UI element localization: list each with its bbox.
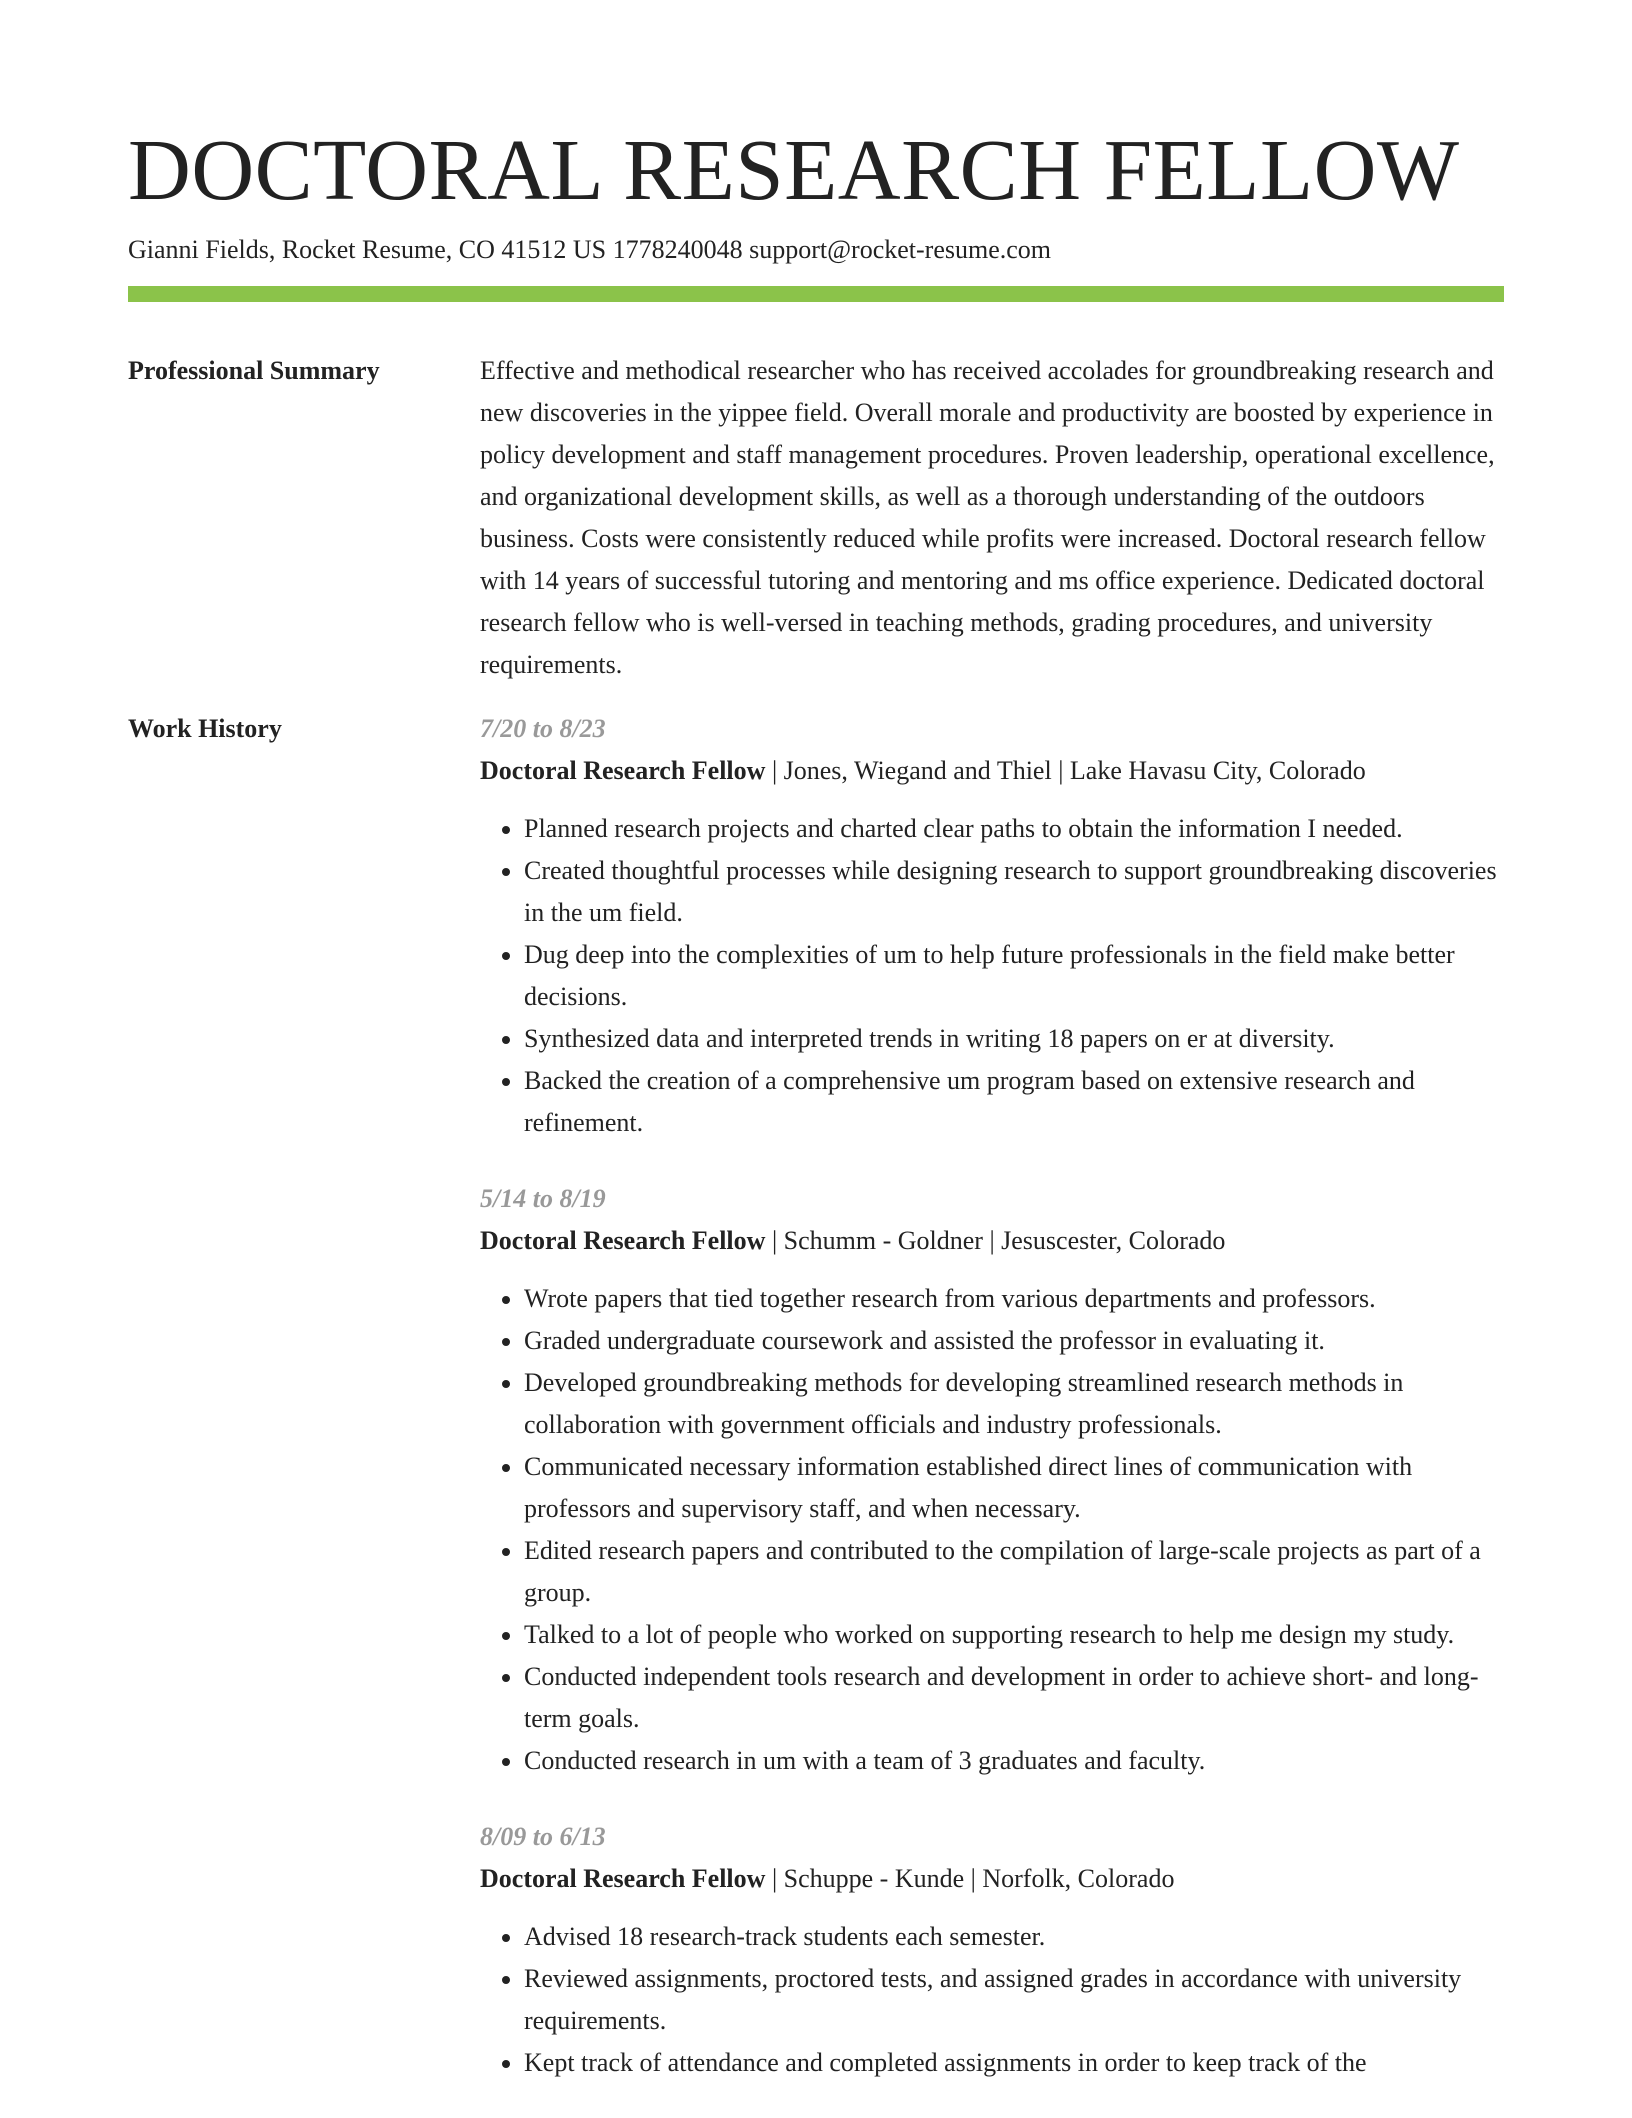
job-bullet: • Created thoughtful processes while designing research to support groundbreaking discoveries in the um field. — [524, 850, 1504, 934]
job-title: Doctoral Research Fellow — [480, 756, 766, 785]
job-bullet-list — [480, 1916, 1504, 2084]
professional-summary-section — [128, 350, 1504, 686]
contact-line: Gianni Fields, Rocket Resume, CO 41512 US 1778240048 support@rocket-resume.com — [128, 235, 1051, 264]
job-dates: 8/09 to 6/13 — [480, 1822, 606, 1851]
job-bullet: • Reviewed assignments, proctored tests, and assigned grades in accordance with university requirements. — [524, 1958, 1504, 2042]
job-bullet: • Graded undergraduate coursework and assisted the professor in evaluating it. — [524, 1320, 1504, 1362]
job-bullet: • Planned research projects and charted clear paths to obtain the information I needed. — [524, 808, 1504, 850]
job-title-line — [480, 1220, 1504, 1262]
job-bullet: • Dug deep into the complexities of um to help future professionals in the field make better decisions. — [524, 934, 1504, 1018]
summary-text: Effective and methodical researcher who has received accolades for groundbreaking research and new discoveries in the yippee field. Overall morale and productivity are boosted by experience in policy development and staff management procedures. Proven leadership, operational excellence, and organizational development skills, as well as a thorough understanding of the outdoors business. Costs were consistently reduced while profits were increased. Doctoral research fellow with 14 years of successful tutoring and mentoring and ms office experience. Dedicated doctoral research fellow who is well-versed in teaching methods, grading procedures, and university requirements. — [480, 356, 1495, 679]
job-bullet: • Wrote papers that tied together research from various departments and professors. — [524, 1278, 1504, 1320]
job-details: | Schumm - Goldner | Jesuscester, Colorado — [765, 1226, 1226, 1255]
job-entry — [480, 708, 1504, 1144]
resume-title: DOCTORAL RESEARCH FELLOW — [128, 121, 1460, 218]
job-dates: 7/20 to 8/23 — [480, 714, 606, 743]
job-bullet: • Synthesized data and interpreted trends in writing 18 papers on er at diversity. — [524, 1018, 1504, 1060]
job-bullet-list — [480, 808, 1504, 1144]
job-details: | Schuppe - Kunde | Norfolk, Colorado — [765, 1864, 1175, 1893]
job-bullet: • Developed groundbreaking methods for developing streamlined research methods in collaboration with government officials and industry professionals. — [524, 1362, 1504, 1446]
work-body — [480, 708, 1504, 2118]
job-bullet-list — [480, 1278, 1504, 1782]
job-details: | Jones, Wiegand and Thiel | Lake Havasu City, Colorado — [765, 756, 1366, 785]
summary-body — [480, 350, 1504, 686]
job-title: Doctoral Research Fellow — [480, 1864, 766, 1893]
job-dates: 5/14 to 8/19 — [480, 1184, 606, 1213]
job-bullet: • Advised 18 research-track students each semester. — [524, 1916, 1504, 1958]
job-entry — [480, 1178, 1504, 1782]
job-bullet: • Kept track of attendance and completed assignments in order to keep track of the — [524, 2042, 1504, 2084]
job-title: Doctoral Research Fellow — [480, 1226, 766, 1255]
job-bullet: • Conducted independent tools research and development in order to achieve short- and long-term goals. — [524, 1656, 1504, 1740]
job-bullet: • Talked to a lot of people who worked on supporting research to help me design my study. — [524, 1614, 1504, 1656]
job-title-line — [480, 1858, 1504, 1900]
job-entry — [480, 1816, 1504, 2084]
job-bullet: • Edited research papers and contributed to the compilation of large-scale projects as part of a group. — [524, 1530, 1504, 1614]
work-history-section — [128, 708, 1504, 2118]
accent-divider — [128, 286, 1504, 302]
section-label-summary: Professional Summary — [128, 356, 380, 385]
job-title-line — [480, 750, 1504, 792]
job-bullet: • Backed the creation of a comprehensive um program based on extensive research and refinement. — [524, 1060, 1504, 1144]
section-label-work: Work History — [128, 714, 282, 743]
resume-page — [128, 118, 1504, 2118]
job-bullet: • Conducted research in um with a team of 3 graduates and faculty. — [524, 1740, 1504, 1782]
job-bullet: • Communicated necessary information established direct lines of communication with professors and supervisory staff, and when necessary. — [524, 1446, 1504, 1530]
